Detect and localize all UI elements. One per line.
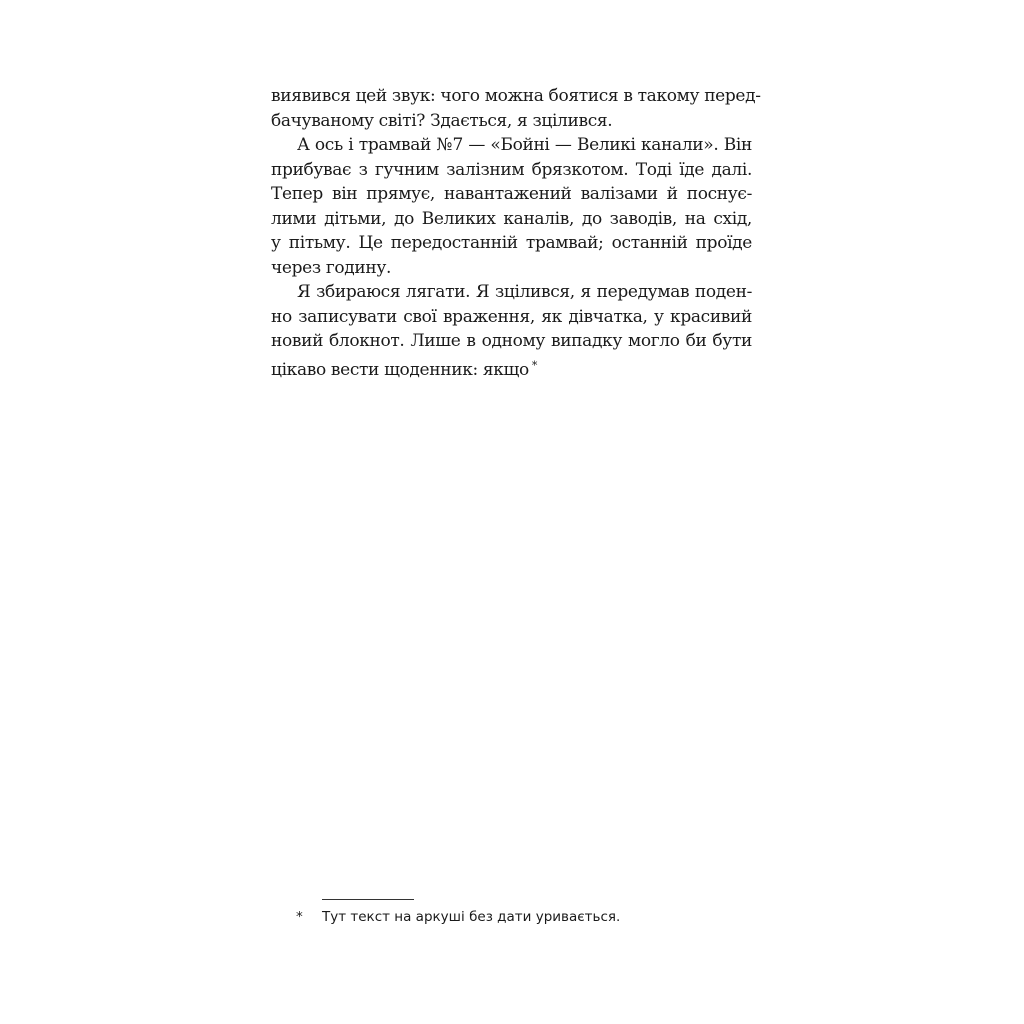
text-line: через годину. xyxy=(271,257,392,278)
body-text xyxy=(271,84,761,380)
text-line: у пітьму. Це передостанній трамвай; останній проїде xyxy=(271,233,752,253)
text-line-with-footnote xyxy=(271,354,752,379)
footnote-marker: * xyxy=(296,909,303,925)
text-line: виявився цей звук: чого можна боятися в такому перед- xyxy=(271,86,761,106)
text-line: прибуває з гучним залізним брязкотом. Тоді їде далі. xyxy=(271,159,752,180)
footnote-divider xyxy=(322,899,414,900)
footnote-reference[interactable]: * xyxy=(531,358,538,372)
text-line: Я збираюся лягати. Я зцілився, я передумав поден- xyxy=(297,282,752,302)
text-line: А ось і трамвай №7 — «Бойні — Великі канали». Він xyxy=(297,135,752,155)
text-line: лими дітьми, до Великих каналів, до заводів, на схід, xyxy=(271,208,752,229)
text-line: бачуваному світі? Здається, я зцілився. xyxy=(271,110,613,131)
footnote-text: Тут текст на аркуші без дати уривається. xyxy=(322,909,621,925)
text-line: цікаво вести щоденник: якщо xyxy=(271,359,529,380)
text-line: но записувати свої враження, як дівчатка, у красивий xyxy=(271,306,752,327)
text-line: Тепер він прямує, навантажений валізами й поснує- xyxy=(271,184,752,204)
text-line: новий блокнот. Лише в одному випадку могло би бути xyxy=(271,331,752,351)
